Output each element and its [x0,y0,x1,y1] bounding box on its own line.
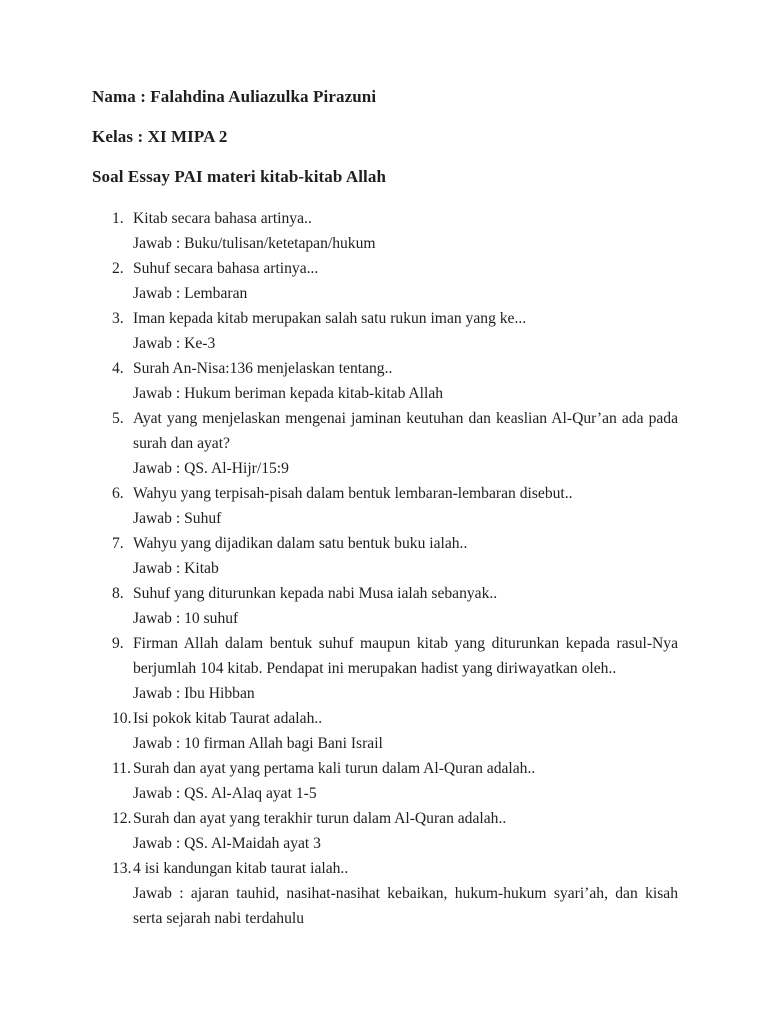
answer-text: Jawab : QS. Al-Maidah ayat 3 [133,835,321,852]
answer-text: Jawab : Ibu Hibban [133,685,255,702]
item-number: 12. [112,810,132,827]
answer-text: Jawab : Kitab [133,560,219,577]
qa-item-body [133,581,678,631]
qa-item-body [133,631,678,706]
qa-item [112,531,678,581]
qa-item-body [133,206,678,256]
item-number: 1. [112,210,124,227]
question-text: Suhuf secara bahasa artinya... [133,260,319,277]
qa-item-body [133,406,678,481]
question-text: Ayat yang menjelaskan mengenai jaminan keutuhan dan keaslian Al-Qur’an ada pada surah dan ayat? [133,410,678,452]
item-number: 6. [112,485,124,502]
question-text: Surah dan ayat yang pertama kali turun dalam Al-Quran adalah.. [133,760,536,777]
answer-text: Jawab : ajaran tauhid, nasihat-nasihat kebaikan, hukum-hukum syari’ah, dan kisah serta sejarah nabi terdahulu [133,885,678,927]
qa-item [112,581,678,631]
qa-item-body [133,256,678,306]
question-text: Suhuf yang diturunkan kepada nabi Musa ialah sebanyak.. [133,585,498,602]
item-number: 9. [112,635,124,652]
qa-item-body [133,356,678,406]
item-number: 5. [112,410,124,427]
qa-item-body [133,806,678,856]
item-number: 13. [112,860,132,877]
answer-text: Jawab : Ke-3 [133,335,216,352]
qa-item [112,356,678,406]
question-text: Surah dan ayat yang terakhir turun dalam Al-Quran adalah.. [133,810,507,827]
qa-item-body [133,756,678,806]
question-text: Wahyu yang terpisah-pisah dalam bentuk lembaran-lembaran disebut.. [133,485,573,502]
qa-item [112,856,678,931]
question-text: Firman Allah dalam bentuk suhuf maupun kitab yang diturunkan kepada rasul-Nya berjumlah 104 kitab. Pendapat ini merupakan hadist yang diriwayatkan oleh.. [133,635,678,677]
qa-item [112,256,678,306]
answer-text: Jawab : Buku/tulisan/ketetapan/hukum [133,235,376,252]
question-text: Iman kepada kitab merupakan salah satu rukun iman yang ke... [133,310,527,327]
student-name-line: Nama : Falahdina Auliazulka Pirazuni [92,87,377,106]
answer-text: Jawab : Lembaran [133,285,248,302]
qa-item [112,306,678,356]
qa-item-body [133,306,678,356]
answer-text: Jawab : QS. Al-Alaq ayat 1-5 [133,785,317,802]
question-text: Wahyu yang dijadikan dalam satu bentuk buku ialah.. [133,535,468,552]
item-number: 7. [112,535,124,552]
question-text: Surah An-Nisa:136 menjelaskan tentang.. [133,360,393,377]
qa-item [112,706,678,756]
item-number: 11. [112,760,131,777]
answer-text: Jawab : QS. Al-Hijr/15:9 [133,460,289,477]
qa-item [112,756,678,806]
item-number: 2. [112,260,124,277]
answer-text: Jawab : 10 suhuf [133,610,239,627]
question-text: Isi pokok kitab Taurat adalah.. [133,710,323,727]
answer-text: Jawab : Hukum beriman kepada kitab-kitab Allah [133,385,444,402]
item-number: 8. [112,585,124,602]
answer-text: Jawab : Suhuf [133,510,222,527]
answer-text: Jawab : 10 firman Allah bagi Bani Israil [133,735,383,752]
qa-item-body [133,856,678,931]
student-class-line: Kelas : XI MIPA 2 [92,127,228,146]
question-text: Kitab secara bahasa artinya.. [133,210,312,227]
qa-item [112,206,678,256]
qa-item [112,806,678,856]
question-text: 4 isi kandungan kitab taurat ialah.. [133,860,349,877]
qa-item-body [133,531,678,581]
item-number: 3. [112,310,124,327]
document-header [92,84,688,204]
qa-list [112,206,678,931]
qa-item [112,631,678,706]
qa-item-body [133,481,678,531]
qa-item-body [133,706,678,756]
qa-item [112,481,678,531]
item-number: 4. [112,360,124,377]
qa-item [112,406,678,481]
document-title: Soal Essay PAI materi kitab-kitab Allah [92,167,387,186]
item-number: 10. [112,710,132,727]
